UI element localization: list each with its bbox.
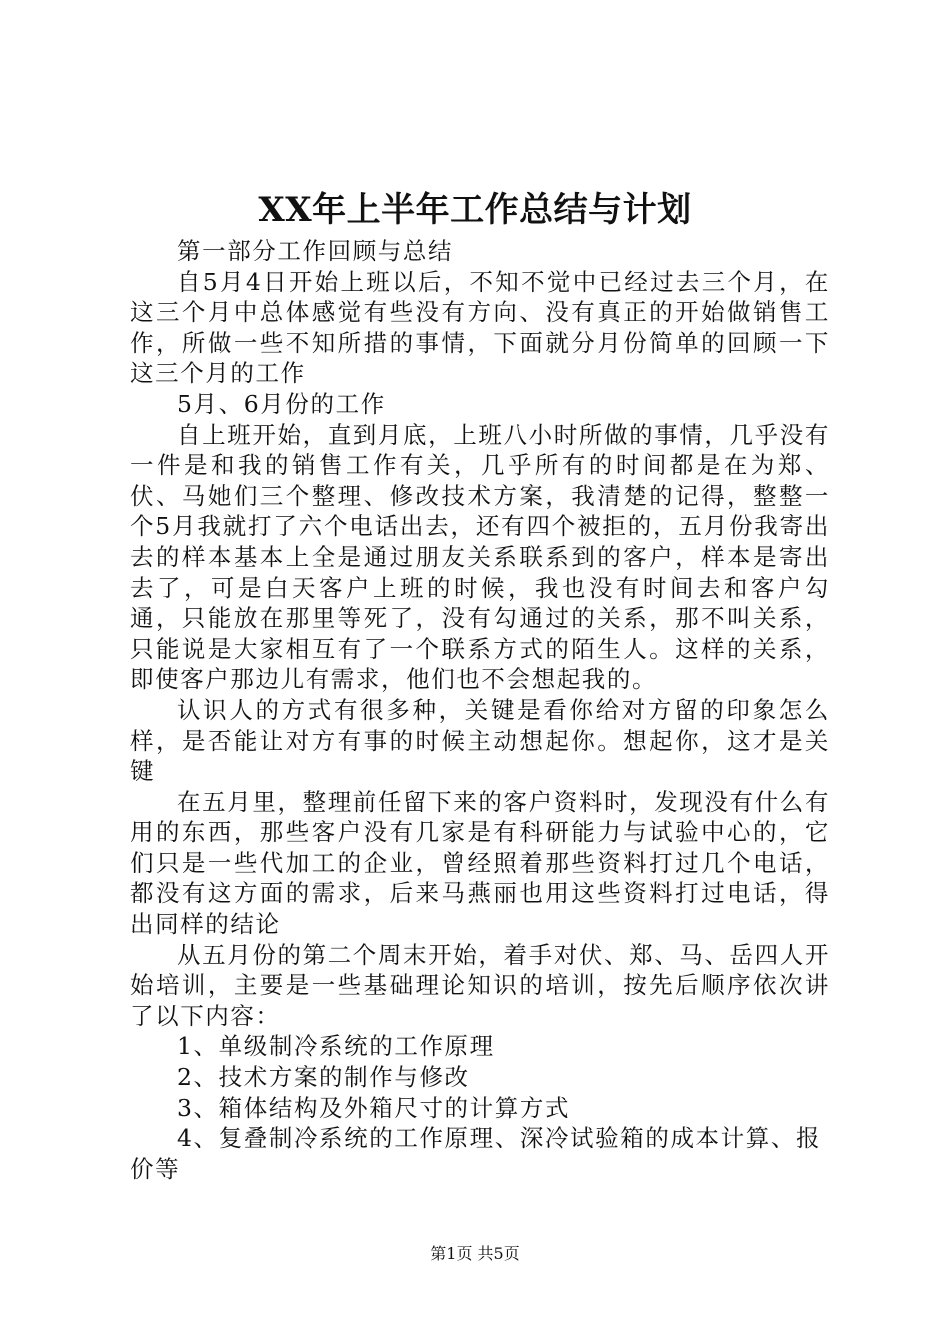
document-title: XX年上半年工作总结与计划 xyxy=(258,190,692,230)
page-number-footer: 第1页 共5页 xyxy=(430,1244,520,1263)
paragraph-may-work: 自上班开始，直到月底，上班八小时所做的事情，几乎没有一件是和我的销售工作有关，几乎所有的时间都是在为郑、伏、马她们三个整理、修改技术方案，我清楚的记得，整整一个5月我就打了六个电话出去，还有四个被拒的，五月份我寄出去的样本基本上全是通过朋友关系联系到的客户，样本是寄出去了，可是白天客户上班的时候，我也没有时间去和客户勾通，只能放在那里等死了，没有勾通过的关系，那不叫关系，只能说是大家相互有了一个联系方式的陌生人。这样的关系，即使客户那边儿有需求，他们也不会想起我的。 xyxy=(130,420,830,694)
paragraph-client-data: 在五月里，整理前任留下来的客户资料时，发现没有什么有用的东西，那些客户没有几家是有科研能力与试验中心的，它们只是一些代加工的企业，曾经照着那些资料打过几个电话，都没有这方面的需求，后来马燕丽也用这些资料打过电话，得出同样的结论 xyxy=(130,787,830,939)
document-body xyxy=(130,236,830,1184)
subheading-may-june: 5月、6月份的工作 xyxy=(177,389,386,418)
list-item-2: 2、技术方案的制作与修改 xyxy=(177,1063,470,1092)
list-item-3: 3、箱体结构及外箱尺寸的计算方式 xyxy=(177,1093,571,1122)
list-item-4: 4、复叠制冷系统的工作原理、深冷试验箱的成本计算、报价等 xyxy=(130,1124,822,1183)
paragraph-training: 从五月份的第二个周末开始，着手对伏、郑、马、岳四人开始培训，主要是一些基础理论知识的培训，按先后顺序依次讲了以下内容： xyxy=(130,940,830,1030)
paragraph-intro: 自5月4日开始上班以后，不知不觉中已经过去三个月，在这三个月中总体感觉有些没有方向、没有真正的开始做销售工作，所做一些不知所措的事情，下面就分月份简单的回顾一下这三个月的工作 xyxy=(130,267,830,388)
list-item-1: 1、单级制冷系统的工作原理 xyxy=(177,1032,495,1061)
section-heading: 第一部分工作回顾与总结 xyxy=(177,237,454,265)
paragraph-knowing-people: 认识人的方式有很多种，关键是看你给对方留的印象怎么样，是否能让对方有事的时候主动想起你。想起你，这才是关键 xyxy=(130,695,830,786)
